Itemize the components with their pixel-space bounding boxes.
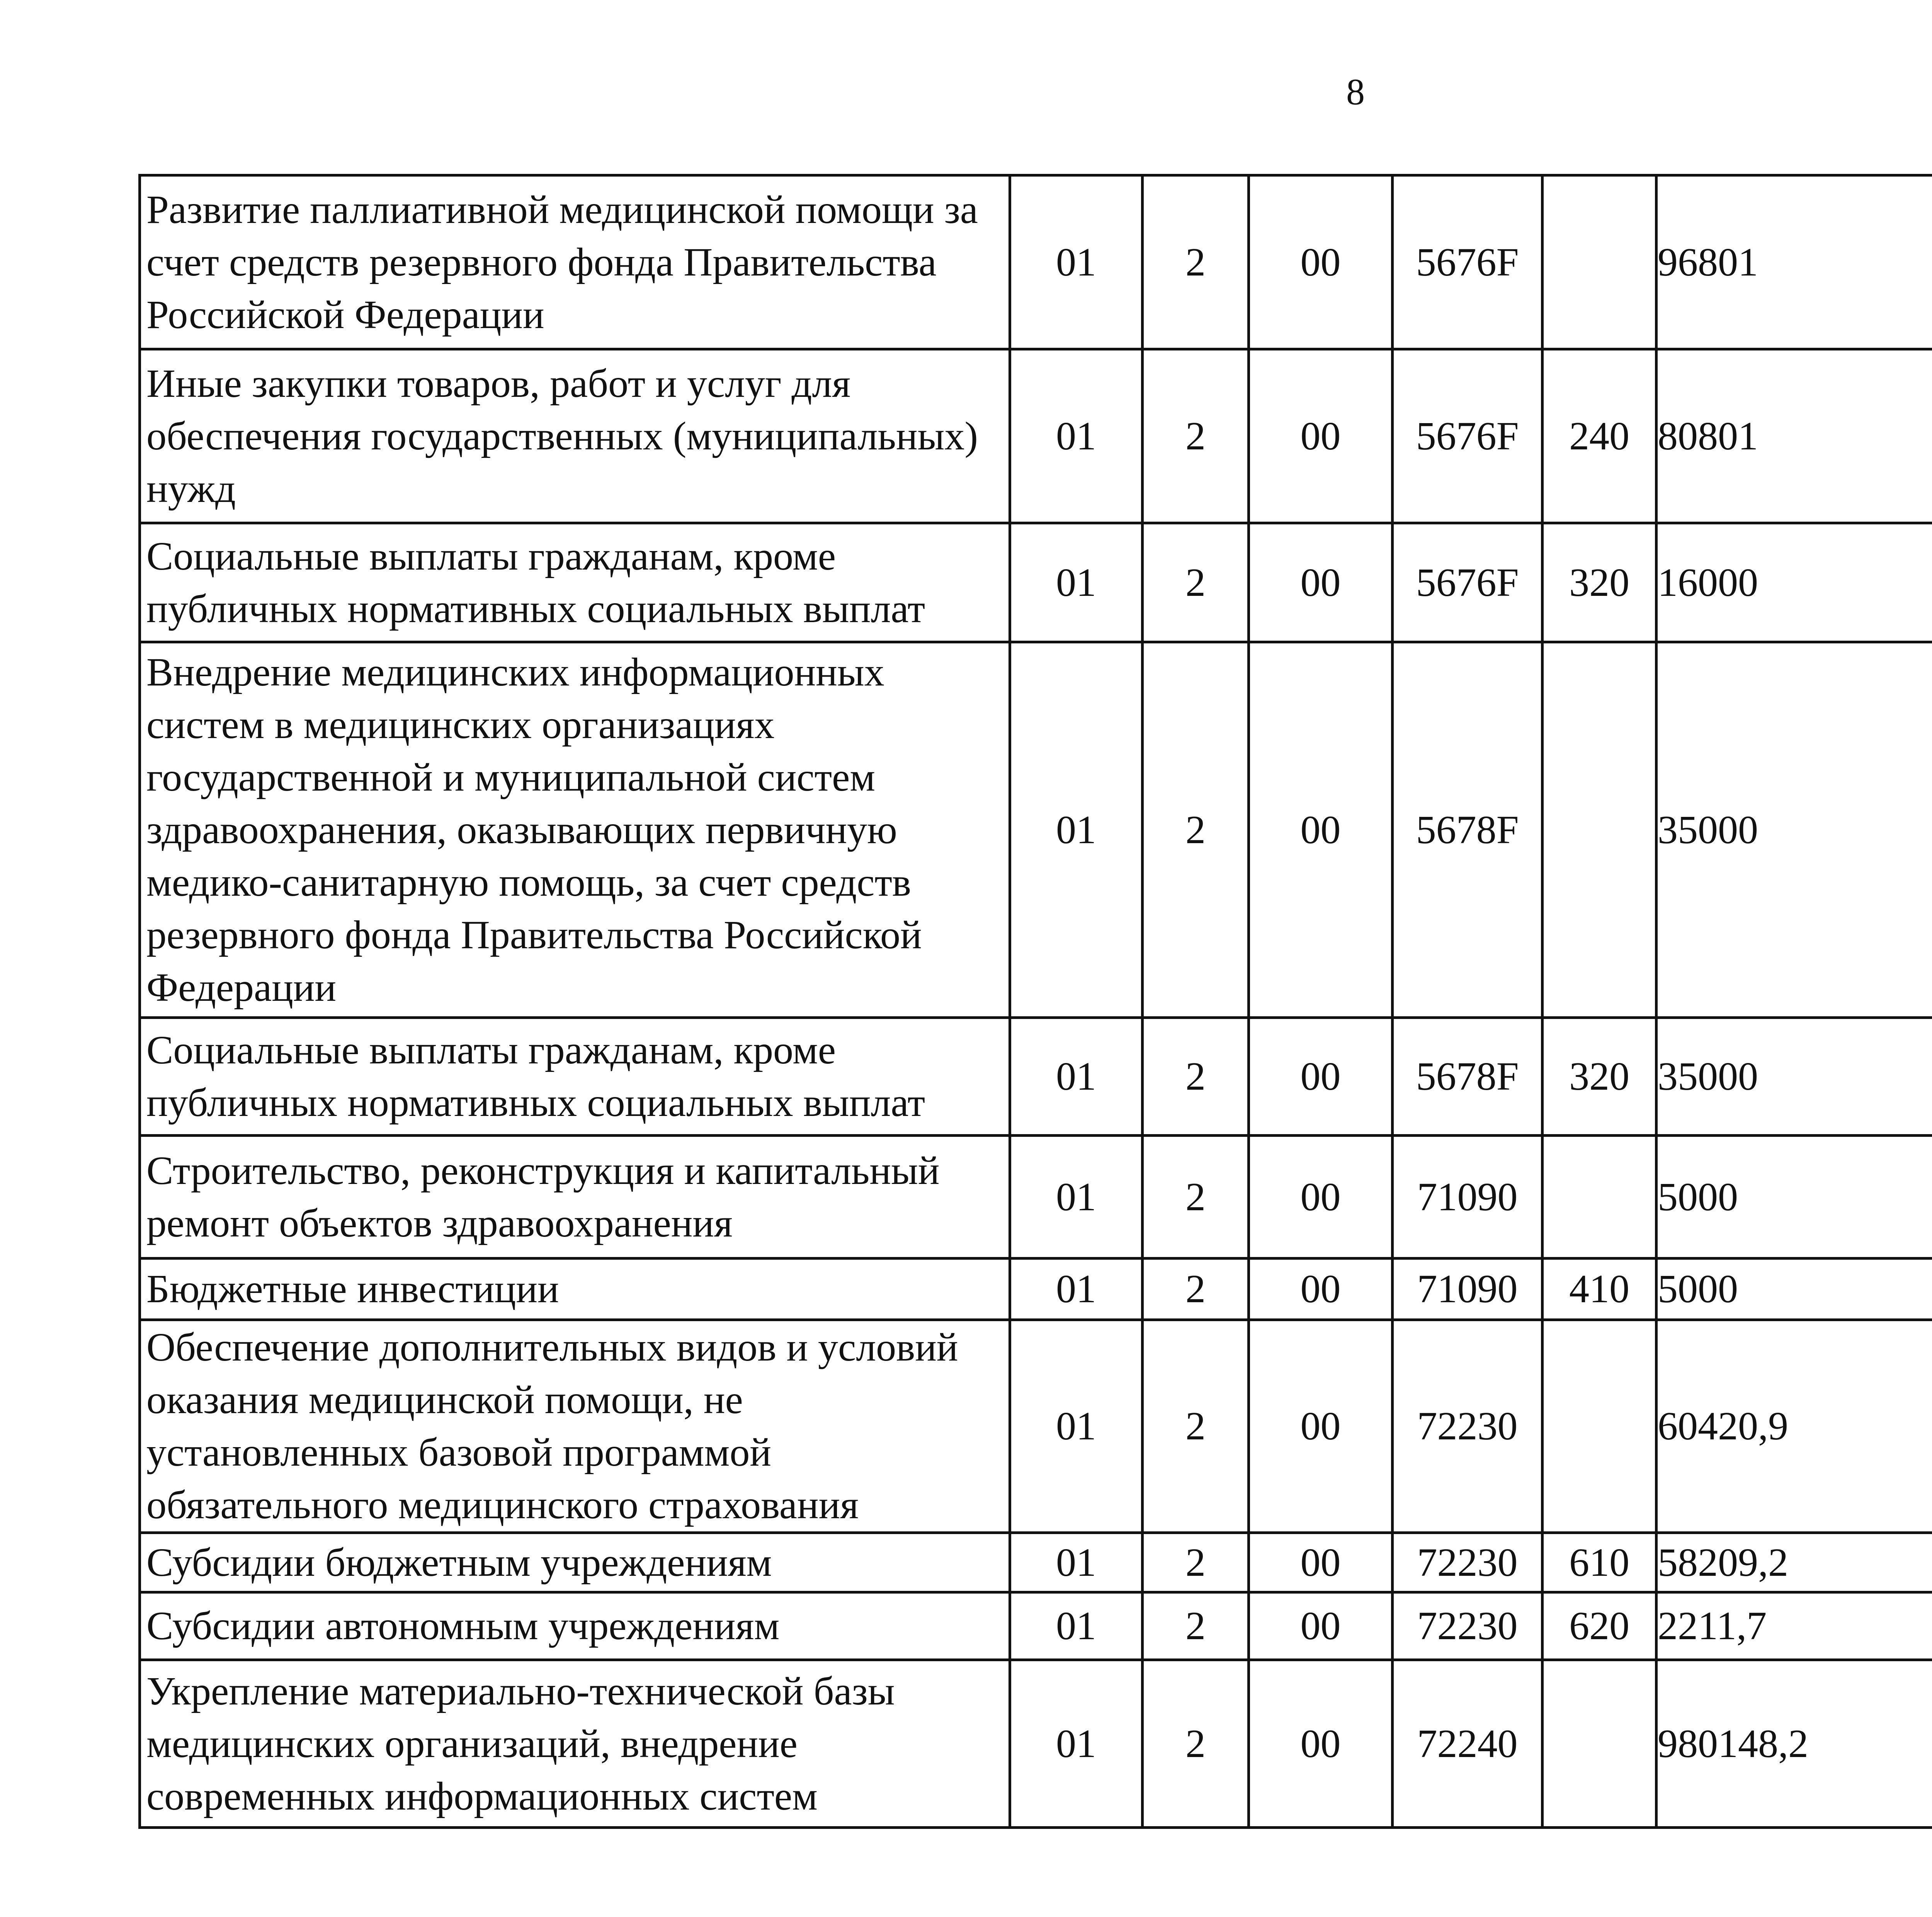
row-name: Социальные выплаты гражданам, кроме публичных нормативных социальных выплат — [140, 1018, 1010, 1136]
cell-subprogram: 2 — [1143, 1592, 1249, 1660]
cell-expense-type: 240 — [1543, 349, 1656, 523]
budget-table — [138, 174, 1932, 1829]
cell-main-event: 00 — [1249, 1136, 1393, 1259]
cell-main-event: 00 — [1249, 1660, 1393, 1828]
cell-main-event: 00 — [1249, 1259, 1393, 1320]
cell-direction-code: 71090 — [1393, 1136, 1543, 1259]
row-name: Социальные выплаты гражданам, кроме публичных нормативных социальных выплат — [140, 523, 1010, 642]
cell-expense-type — [1543, 1320, 1656, 1533]
cell-subprogram: 2 — [1143, 1259, 1249, 1320]
cell-amount-1: 5000 — [1656, 1259, 1932, 1320]
cell-amount-1: 60420,9 — [1656, 1320, 1932, 1533]
cell-amount-1: 58209,2 — [1656, 1533, 1932, 1592]
cell-direction-code: 72230 — [1393, 1592, 1543, 1660]
cell-program: 01 — [1010, 1533, 1143, 1592]
cell-subprogram: 2 — [1143, 1018, 1249, 1136]
cell-subprogram: 2 — [1143, 349, 1249, 523]
row-name: Строительство, реконструкция и капитальный ремонт объектов здравоохранения — [140, 1136, 1010, 1259]
cell-amount-1: 96801 — [1656, 175, 1932, 349]
page-number: 8 — [1346, 71, 1365, 112]
cell-subprogram: 2 — [1143, 1533, 1249, 1592]
cell-main-event: 00 — [1249, 175, 1393, 349]
cell-amount-1: 5000 — [1656, 1136, 1932, 1259]
cell-subprogram: 2 — [1143, 1136, 1249, 1259]
table-row — [140, 349, 1932, 523]
row-name: Субсидии бюджетным учреждениям — [140, 1533, 1010, 1592]
cell-main-event: 00 — [1249, 1592, 1393, 1660]
row-name: Обеспечение дополнительных видов и условий оказания медицинской помощи, не установленных базовой программой обязательного медицинского страхования — [140, 1320, 1010, 1533]
cell-expense-type — [1543, 1660, 1656, 1828]
table-row — [140, 1533, 1932, 1592]
table-row — [140, 1592, 1932, 1660]
cell-amount-1: 16000 — [1656, 523, 1932, 642]
cell-subprogram: 2 — [1143, 175, 1249, 349]
table-row — [140, 1660, 1932, 1828]
cell-expense-type: 320 — [1543, 1018, 1656, 1136]
cell-program: 01 — [1010, 1259, 1143, 1320]
cell-program: 01 — [1010, 1592, 1143, 1660]
row-name: Укрепление материально-технической базы медицинских организаций, внедрение современных информационных систем — [140, 1660, 1010, 1828]
table-row — [140, 523, 1932, 642]
cell-expense-type — [1543, 642, 1656, 1018]
cell-direction-code: 5678F — [1393, 1018, 1543, 1136]
cell-expense-type — [1543, 175, 1656, 349]
cell-subprogram: 2 — [1143, 642, 1249, 1018]
table-row — [140, 1259, 1932, 1320]
cell-direction-code: 72230 — [1393, 1320, 1543, 1533]
cell-program: 01 — [1010, 642, 1143, 1018]
table-row — [140, 1320, 1932, 1533]
cell-amount-1: 2211,7 — [1656, 1592, 1932, 1660]
cell-program: 01 — [1010, 523, 1143, 642]
cell-direction-code: 5676F — [1393, 349, 1543, 523]
cell-amount-1: 35000 — [1656, 642, 1932, 1018]
cell-amount-1: 980148,2 — [1656, 1660, 1932, 1828]
cell-expense-type: 620 — [1543, 1592, 1656, 1660]
cell-direction-code: 5676F — [1393, 523, 1543, 642]
cell-program: 01 — [1010, 1136, 1143, 1259]
cell-expense-type: 410 — [1543, 1259, 1656, 1320]
table-row — [140, 175, 1932, 349]
cell-program: 01 — [1010, 1018, 1143, 1136]
cell-direction-code: 71090 — [1393, 1259, 1543, 1320]
cell-main-event: 00 — [1249, 1533, 1393, 1592]
row-name: Субсидии автономным учреждениям — [140, 1592, 1010, 1660]
row-name: Иные закупки товаров, работ и услуг для обеспечения государственных (муниципальных) нужд — [140, 349, 1010, 523]
cell-program: 01 — [1010, 175, 1143, 349]
cell-expense-type: 610 — [1543, 1533, 1656, 1592]
table-body — [140, 175, 1932, 1828]
row-name: Развитие паллиативной медицинской помощи за счет средств резервного фонда Правительства Российской Федерации — [140, 175, 1010, 349]
cell-direction-code: 5676F — [1393, 175, 1543, 349]
cell-expense-type — [1543, 1136, 1656, 1259]
cell-main-event: 00 — [1249, 523, 1393, 642]
table-row — [140, 642, 1932, 1018]
cell-expense-type: 320 — [1543, 523, 1656, 642]
cell-program: 01 — [1010, 1660, 1143, 1828]
cell-main-event: 00 — [1249, 1018, 1393, 1136]
cell-program: 01 — [1010, 1320, 1143, 1533]
row-name: Внедрение медицинских информационных систем в медицинских организациях государственной и муниципальной систем здравоохранения, оказывающих первичную медико-санитарную помощь, за счет средств резервного фонда Правительства Российской Федерации — [140, 642, 1010, 1018]
cell-main-event: 00 — [1249, 1320, 1393, 1533]
cell-direction-code: 72230 — [1393, 1533, 1543, 1592]
table-row — [140, 1018, 1932, 1136]
cell-amount-1: 80801 — [1656, 349, 1932, 523]
row-name: Бюджетные инвестиции — [140, 1259, 1010, 1320]
cell-subprogram: 2 — [1143, 523, 1249, 642]
cell-subprogram: 2 — [1143, 1320, 1249, 1533]
table-row — [140, 1136, 1932, 1259]
cell-subprogram: 2 — [1143, 1660, 1249, 1828]
cell-direction-code: 72240 — [1393, 1660, 1543, 1828]
cell-amount-1: 35000 — [1656, 1018, 1932, 1136]
cell-direction-code: 5678F — [1393, 642, 1543, 1018]
cell-program: 01 — [1010, 349, 1143, 523]
cell-main-event: 00 — [1249, 349, 1393, 523]
cell-main-event: 00 — [1249, 642, 1393, 1018]
